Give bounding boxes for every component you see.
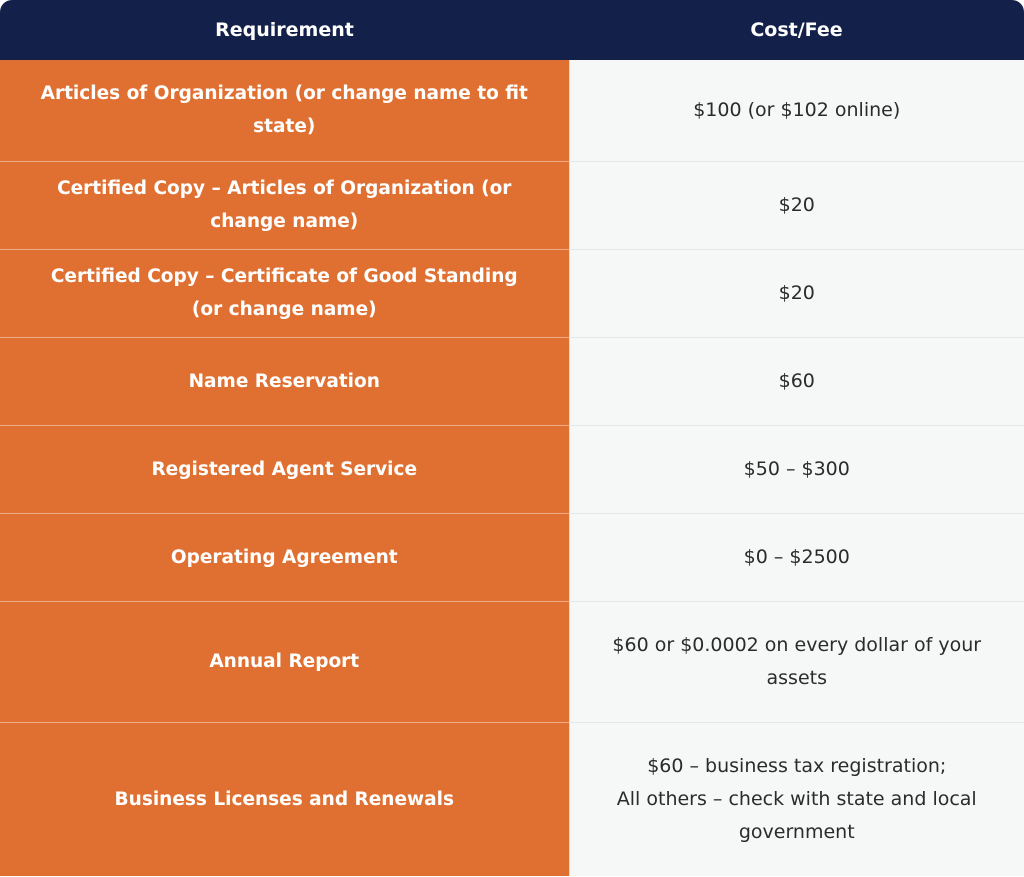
requirement-cell: Certified Copy – Certificate of Good Standing (or change name) — [0, 249, 569, 337]
fee-line: $50 – $300 — [743, 457, 850, 480]
table-header-row — [0, 0, 1024, 60]
table-row — [0, 337, 1024, 425]
fee-cell — [569, 601, 1024, 722]
table-row — [0, 425, 1024, 513]
fee-line: $20 — [778, 281, 815, 304]
requirement-cell: Registered Agent Service — [0, 425, 569, 513]
table-row — [0, 601, 1024, 722]
requirement-cell: Articles of Organization (or change name to fit state) — [0, 60, 569, 161]
fee-cell — [569, 249, 1024, 337]
fee-cell — [569, 161, 1024, 249]
fee-line: $60 — [778, 369, 815, 392]
fee-line: $20 — [778, 193, 815, 216]
fee-line: $100 (or $102 online) — [693, 98, 901, 121]
requirement-cell: Name Reservation — [0, 337, 569, 425]
fee-cell — [569, 425, 1024, 513]
table-row — [0, 249, 1024, 337]
fee-line: All others – check with state and local government — [616, 787, 977, 843]
fee-cell — [569, 722, 1024, 876]
header-cost-fee: Cost/Fee — [569, 0, 1024, 60]
fee-cell — [569, 513, 1024, 601]
requirement-cell: Business Licenses and Renewals — [0, 722, 569, 876]
table-row — [0, 60, 1024, 161]
table-row — [0, 161, 1024, 249]
header-requirement: Requirement — [0, 0, 569, 60]
table-row — [0, 722, 1024, 876]
fee-line: $60 or $0.0002 on every dollar of your assets — [612, 633, 982, 689]
table-row — [0, 513, 1024, 601]
fee-line: $0 – $2500 — [743, 545, 850, 568]
fee-cell — [569, 337, 1024, 425]
requirement-cell: Annual Report — [0, 601, 569, 722]
fee-line: $60 – business tax registration; — [647, 754, 947, 777]
requirement-cell: Certified Copy – Articles of Organization (or change name) — [0, 161, 569, 249]
requirement-cell: Operating Agreement — [0, 513, 569, 601]
fee-cell — [569, 60, 1024, 161]
